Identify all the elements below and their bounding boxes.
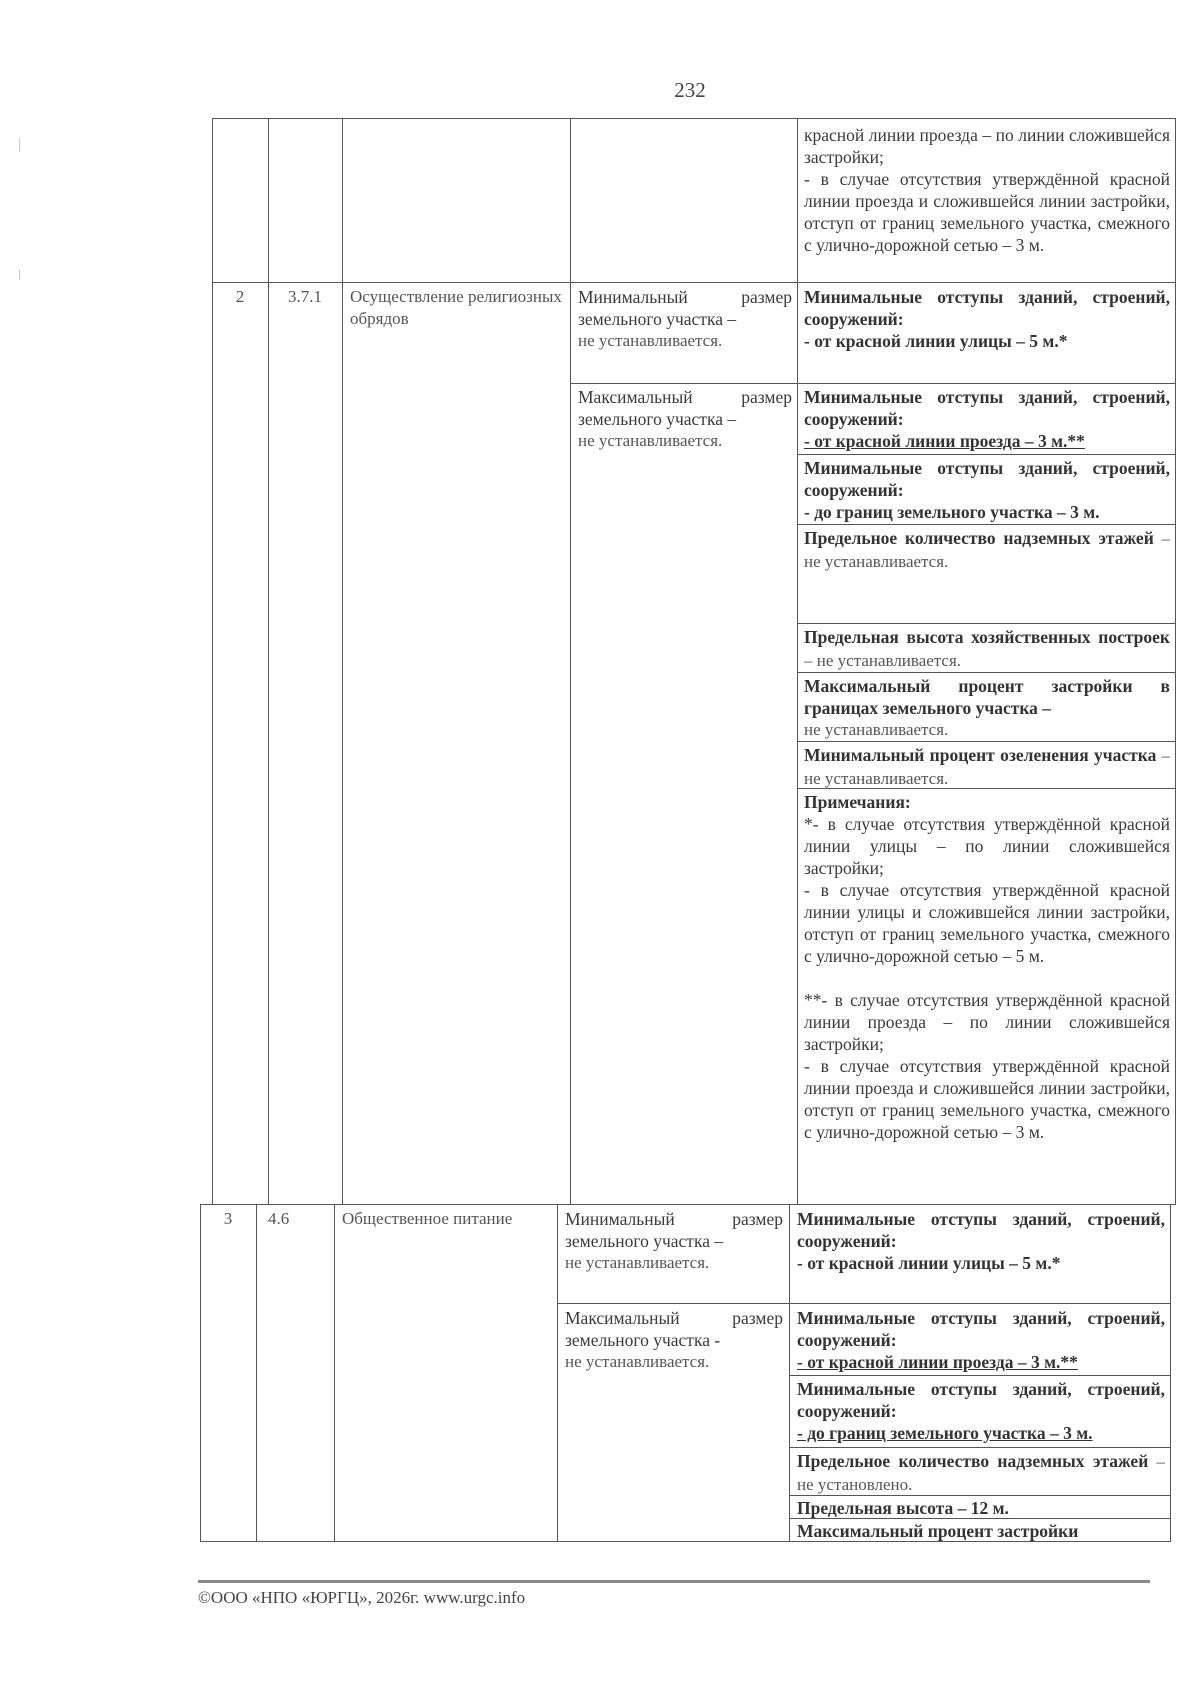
row-divider xyxy=(797,524,1175,525)
table-left-border xyxy=(200,1204,201,1542)
min-greening-title: Минимальный процент озеленения участка xyxy=(804,745,1157,765)
table-right-border xyxy=(1170,1204,1171,1542)
row-number: 3 xyxy=(223,1209,233,1228)
notes-street: *- в случае отсутствия утверждённой красной линии улицы – по линии сложившейся застройки; - в случае отсутствия утверждённой красной линии улицы и сложившейся линии застройки, отступ от границ земельного участка, смежного с улично-дорожной сетью – 5 м. xyxy=(804,814,1170,966)
setback-title: Минимальные отступы зданий, строений, сооружений: xyxy=(804,387,1170,429)
setback-title: Минимальные отступы зданий, строений, сооружений: xyxy=(797,1379,1165,1421)
setback-driveway xyxy=(804,386,1170,452)
min-plot-size xyxy=(578,286,792,352)
min-greening-value: – не устанавливается. xyxy=(804,746,1170,788)
table-right-border xyxy=(1175,118,1176,1205)
row-divider xyxy=(797,454,1175,455)
use-name: Общественное питание xyxy=(342,1209,513,1228)
row-divider xyxy=(789,1447,1170,1448)
max-floors-value: – не устанавливается. xyxy=(804,529,1170,571)
footer-rule xyxy=(198,1580,1150,1583)
outbuilding-height-value: – не устанавливается. xyxy=(804,651,962,670)
max-plot-size-title: Максимальный размер земельного участка – xyxy=(578,387,792,429)
setback-title: Минимальные отступы зданий, строений, сооружений: xyxy=(797,1308,1165,1350)
notes-title: Примечания: xyxy=(804,792,911,812)
max-height-title: Предельная высота xyxy=(797,1498,954,1518)
setback-value: - от красной линии проезда – 3 м.** xyxy=(797,1352,1078,1372)
min-greening xyxy=(804,744,1170,790)
max-height-value: – 12 м. xyxy=(953,1498,1009,1518)
max-coverage-value: не устанавливается. xyxy=(804,720,949,739)
footer-copyright: ©ООО «НПО «ЮРГЦ», 2026г. www.urgc.info xyxy=(198,1588,526,1607)
outbuilding-height-title: Предельная высота хозяйственных построек xyxy=(804,627,1170,647)
setback-value: - от красной линии проезда – 3 м.** xyxy=(804,431,1085,451)
outbuilding-height xyxy=(804,626,1170,672)
use-code: 4.6 xyxy=(268,1209,290,1228)
table-top-border xyxy=(212,118,1175,119)
continuation-note: красной линии проезда – по линии сложившейся застройки; - в случае отсутствия утверждённой красной линии проезда и сложившейся линии застройки, отступ от границ земельного участка, смежного с улично-дорожной сетью – 3 м. xyxy=(804,125,1170,255)
row-divider xyxy=(797,741,1175,742)
max-coverage-title: Максимальный процент застройки xyxy=(797,1521,1079,1541)
max-floors xyxy=(804,527,1170,573)
min-plot-size-value: не устанавливается. xyxy=(578,331,723,350)
row-divider xyxy=(212,282,1175,283)
use-name: Осуществление религиозных обрядов xyxy=(350,287,562,328)
row-divider xyxy=(557,1303,1170,1304)
setback-value: - от красной линии улицы – 5 м.* xyxy=(797,1253,1061,1273)
max-floors-title: Предельное количество надземных этажей xyxy=(797,1451,1149,1471)
row-number: 2 xyxy=(235,287,245,306)
max-floors xyxy=(797,1450,1165,1496)
max-floors-value: – не установлено. xyxy=(797,1452,1165,1494)
min-plot-size-title: Минимальный размер земельного участка – xyxy=(578,287,792,329)
max-coverage xyxy=(804,675,1170,741)
row-divider xyxy=(570,383,1175,384)
row-divider xyxy=(797,672,1175,673)
max-plot-size-value: не устанавливается. xyxy=(565,1352,710,1371)
notes-driveway: **- в случае отсутствия утверждённой красной линии проезда – по линии сложившейся застройки; - в случае отсутствия утверждённой красной линии проезда и сложившейся линии застройки, отступ от границ земельного участка, смежного с улично-дорожной сетью – 3 м. xyxy=(804,990,1170,1142)
setback-value: - до границ земельного участка – 3 м. xyxy=(797,1423,1093,1443)
min-plot-size-title: Минимальный размер земельного участка – xyxy=(565,1209,783,1251)
column-divider xyxy=(789,1204,790,1542)
page-number: 232 xyxy=(674,78,706,102)
setback-street xyxy=(804,286,1170,352)
notes-spacer xyxy=(804,967,1170,989)
column-divider xyxy=(334,1204,335,1542)
max-plot-size-title: Максимальный размер земельного участка - xyxy=(565,1308,783,1350)
setback-value: - от красной линии улицы – 5 м.* xyxy=(804,331,1068,351)
setback-driveway xyxy=(797,1307,1165,1373)
setback-value: - до границ земельного участка – 3 м. xyxy=(804,502,1100,522)
setback-title: Минимальные отступы зданий, строений, сооружений: xyxy=(804,458,1170,500)
setback-plot-border xyxy=(797,1378,1165,1444)
use-code: 3.7.1 xyxy=(288,287,322,306)
min-plot-size xyxy=(565,1208,783,1274)
setback-title: Минимальные отступы зданий, строений, сооружений: xyxy=(804,287,1170,329)
table-bottom-border xyxy=(200,1541,1170,1542)
column-divider xyxy=(256,1204,257,1542)
row-divider xyxy=(797,623,1175,624)
max-coverage-title: Максимальный процент застройки в границах земельного участка – xyxy=(804,676,1170,718)
setback-title: Минимальные отступы зданий, строений, сооружений: xyxy=(797,1209,1165,1251)
scan-margin-mark xyxy=(19,270,20,280)
max-plot-size xyxy=(565,1307,783,1373)
setback-plot-border xyxy=(804,457,1170,523)
setback-street xyxy=(797,1208,1165,1274)
max-plot-size xyxy=(578,386,792,452)
column-divider xyxy=(557,1204,558,1542)
notes xyxy=(804,791,1170,1143)
max-floors-title: Предельное количество надземных этажей xyxy=(804,528,1154,548)
min-plot-size-value: не устанавливается. xyxy=(565,1253,710,1272)
row-divider xyxy=(789,1375,1170,1376)
scan-margin-mark xyxy=(19,138,20,152)
row-divider xyxy=(200,1204,1175,1205)
max-height xyxy=(797,1497,1165,1519)
max-plot-size-value: не устанавливается. xyxy=(578,431,723,450)
